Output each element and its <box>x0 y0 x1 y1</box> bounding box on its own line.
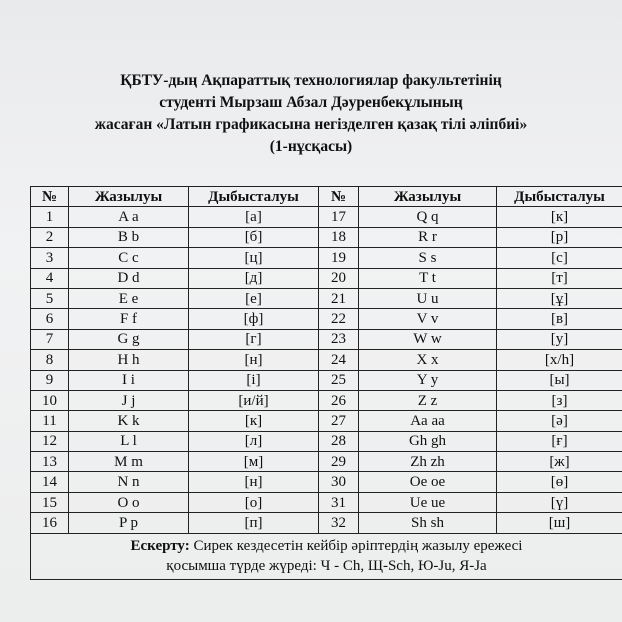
cell-number: 32 <box>319 513 359 533</box>
cell-number: 23 <box>319 329 359 349</box>
table-row <box>31 513 622 533</box>
table-row <box>31 452 622 472</box>
cell-sound: [г] <box>189 329 319 349</box>
table-row <box>31 309 622 329</box>
cell-number: 12 <box>31 431 69 451</box>
cell-number: 21 <box>319 288 359 308</box>
cell-number: 31 <box>319 492 359 512</box>
cell-spelling: Zh zh <box>359 452 497 472</box>
cell-spelling: G g <box>69 329 189 349</box>
cell-number: 4 <box>31 268 69 288</box>
cell-sound: [а] <box>189 207 319 227</box>
cell-number: 17 <box>319 207 359 227</box>
cell-number: 2 <box>31 227 69 247</box>
cell-spelling: Gh gh <box>359 431 497 451</box>
cell-spelling: Z z <box>359 390 497 410</box>
cell-sound: [к] <box>497 207 622 227</box>
header-spelling-1: Жазылуы <box>69 187 189 207</box>
table-row <box>31 288 622 308</box>
cell-sound: [р] <box>497 227 622 247</box>
cell-sound: [в] <box>497 309 622 329</box>
note-cell <box>31 533 622 579</box>
cell-sound: [д] <box>189 268 319 288</box>
note-label: Ескерту: <box>130 537 190 554</box>
cell-number: 25 <box>319 370 359 390</box>
cell-spelling: A a <box>69 207 189 227</box>
cell-spelling: O o <box>69 492 189 512</box>
cell-spelling: Aa aa <box>359 411 497 431</box>
cell-spelling: T t <box>359 268 497 288</box>
cell-number: 5 <box>31 288 69 308</box>
heading-line-2: студенті Мырзаш Абзал Дәуренбекұлының <box>159 94 463 111</box>
cell-spelling: E e <box>69 288 189 308</box>
cell-spelling: I i <box>69 370 189 390</box>
cell-number: 1 <box>31 207 69 227</box>
cell-sound: [е] <box>189 288 319 308</box>
note-line-2: қосымша түрде жүреді: Ч - Ch, Щ-Sch, Ю-Ju, Я-Ja <box>166 557 487 574</box>
cell-number: 3 <box>31 248 69 268</box>
cell-spelling: K k <box>69 411 189 431</box>
cell-sound: [м] <box>189 452 319 472</box>
cell-sound: [л] <box>189 431 319 451</box>
header-sound-2: Дыбысталуы <box>497 187 622 207</box>
cell-sound: [у] <box>497 329 622 349</box>
table-header-row <box>31 187 622 207</box>
table-row <box>31 492 622 512</box>
cell-spelling: L l <box>69 431 189 451</box>
table-row <box>31 350 622 370</box>
header-number-1: № <box>31 187 69 207</box>
cell-spelling: Q q <box>359 207 497 227</box>
cell-sound: [к] <box>189 411 319 431</box>
cell-number: 26 <box>319 390 359 410</box>
alphabet-table <box>30 186 622 580</box>
cell-spelling: Y y <box>359 370 497 390</box>
table-row <box>31 431 622 451</box>
cell-spelling: W w <box>359 329 497 349</box>
cell-spelling: C c <box>69 248 189 268</box>
cell-sound: [і] <box>189 370 319 390</box>
note-row <box>31 533 622 579</box>
cell-sound: [ц] <box>189 248 319 268</box>
cell-number: 14 <box>31 472 69 492</box>
cell-number: 6 <box>31 309 69 329</box>
cell-number: 11 <box>31 411 69 431</box>
cell-sound: [ұ] <box>497 288 622 308</box>
cell-sound: [н] <box>189 350 319 370</box>
cell-number: 19 <box>319 248 359 268</box>
header-number-2: № <box>319 187 359 207</box>
cell-sound: [ү] <box>497 492 622 512</box>
table-row <box>31 268 622 288</box>
cell-spelling: Oe oe <box>359 472 497 492</box>
cell-spelling: M m <box>69 452 189 472</box>
cell-spelling: X x <box>359 350 497 370</box>
cell-spelling: J j <box>69 390 189 410</box>
cell-number: 22 <box>319 309 359 329</box>
cell-spelling: V v <box>359 309 497 329</box>
cell-sound: [и/й] <box>189 390 319 410</box>
cell-spelling: N n <box>69 472 189 492</box>
cell-sound: [ө] <box>497 472 622 492</box>
cell-number: 9 <box>31 370 69 390</box>
cell-number: 10 <box>31 390 69 410</box>
cell-number: 29 <box>319 452 359 472</box>
cell-sound: [ә] <box>497 411 622 431</box>
cell-sound: [ш] <box>497 513 622 533</box>
table-row <box>31 370 622 390</box>
cell-sound: [х/h] <box>497 350 622 370</box>
cell-spelling: B b <box>69 227 189 247</box>
cell-sound: [о] <box>189 492 319 512</box>
table-row <box>31 411 622 431</box>
cell-spelling: Sh sh <box>359 513 497 533</box>
cell-number: 7 <box>31 329 69 349</box>
table-row <box>31 227 622 247</box>
table-row <box>31 207 622 227</box>
cell-number: 8 <box>31 350 69 370</box>
cell-sound: [ф] <box>189 309 319 329</box>
cell-sound: [п] <box>189 513 319 533</box>
note-text-1: Сирек кездесетін кейбір әріптердің жазылу ережесі <box>193 537 523 554</box>
document-heading <box>0 70 622 158</box>
table-row <box>31 390 622 410</box>
cell-number: 13 <box>31 452 69 472</box>
note-line-1 <box>35 536 618 556</box>
cell-spelling: P p <box>69 513 189 533</box>
cell-number: 30 <box>319 472 359 492</box>
heading-line-1: ҚБТУ-дың Ақпараттық технологиялар факультетінің <box>120 72 502 89</box>
cell-number: 18 <box>319 227 359 247</box>
cell-sound: [з] <box>497 390 622 410</box>
cell-sound: [ы] <box>497 370 622 390</box>
table-body <box>31 207 622 533</box>
cell-number: 15 <box>31 492 69 512</box>
cell-spelling: Ue ue <box>359 492 497 512</box>
cell-sound: [ж] <box>497 452 622 472</box>
table-row <box>31 248 622 268</box>
cell-spelling: D d <box>69 268 189 288</box>
cell-number: 20 <box>319 268 359 288</box>
cell-spelling: S s <box>359 248 497 268</box>
cell-number: 28 <box>319 431 359 451</box>
cell-number: 16 <box>31 513 69 533</box>
cell-spelling: F f <box>69 309 189 329</box>
header-sound-1: Дыбысталуы <box>189 187 319 207</box>
table-row <box>31 329 622 349</box>
cell-sound: [ғ] <box>497 431 622 451</box>
cell-spelling: H h <box>69 350 189 370</box>
cell-number: 24 <box>319 350 359 370</box>
cell-sound: [т] <box>497 268 622 288</box>
table-row <box>31 472 622 492</box>
cell-sound: [с] <box>497 248 622 268</box>
header-spelling-2: Жазылуы <box>359 187 497 207</box>
cell-sound: [б] <box>189 227 319 247</box>
cell-number: 27 <box>319 411 359 431</box>
heading-line-4: (1-нұсқасы) <box>269 138 353 155</box>
cell-spelling: R r <box>359 227 497 247</box>
cell-sound: [н] <box>189 472 319 492</box>
cell-spelling: U u <box>359 288 497 308</box>
heading-line-3: жасаған «Латын графикасына негізделген қазақ тілі әліпбиі» <box>94 116 528 133</box>
